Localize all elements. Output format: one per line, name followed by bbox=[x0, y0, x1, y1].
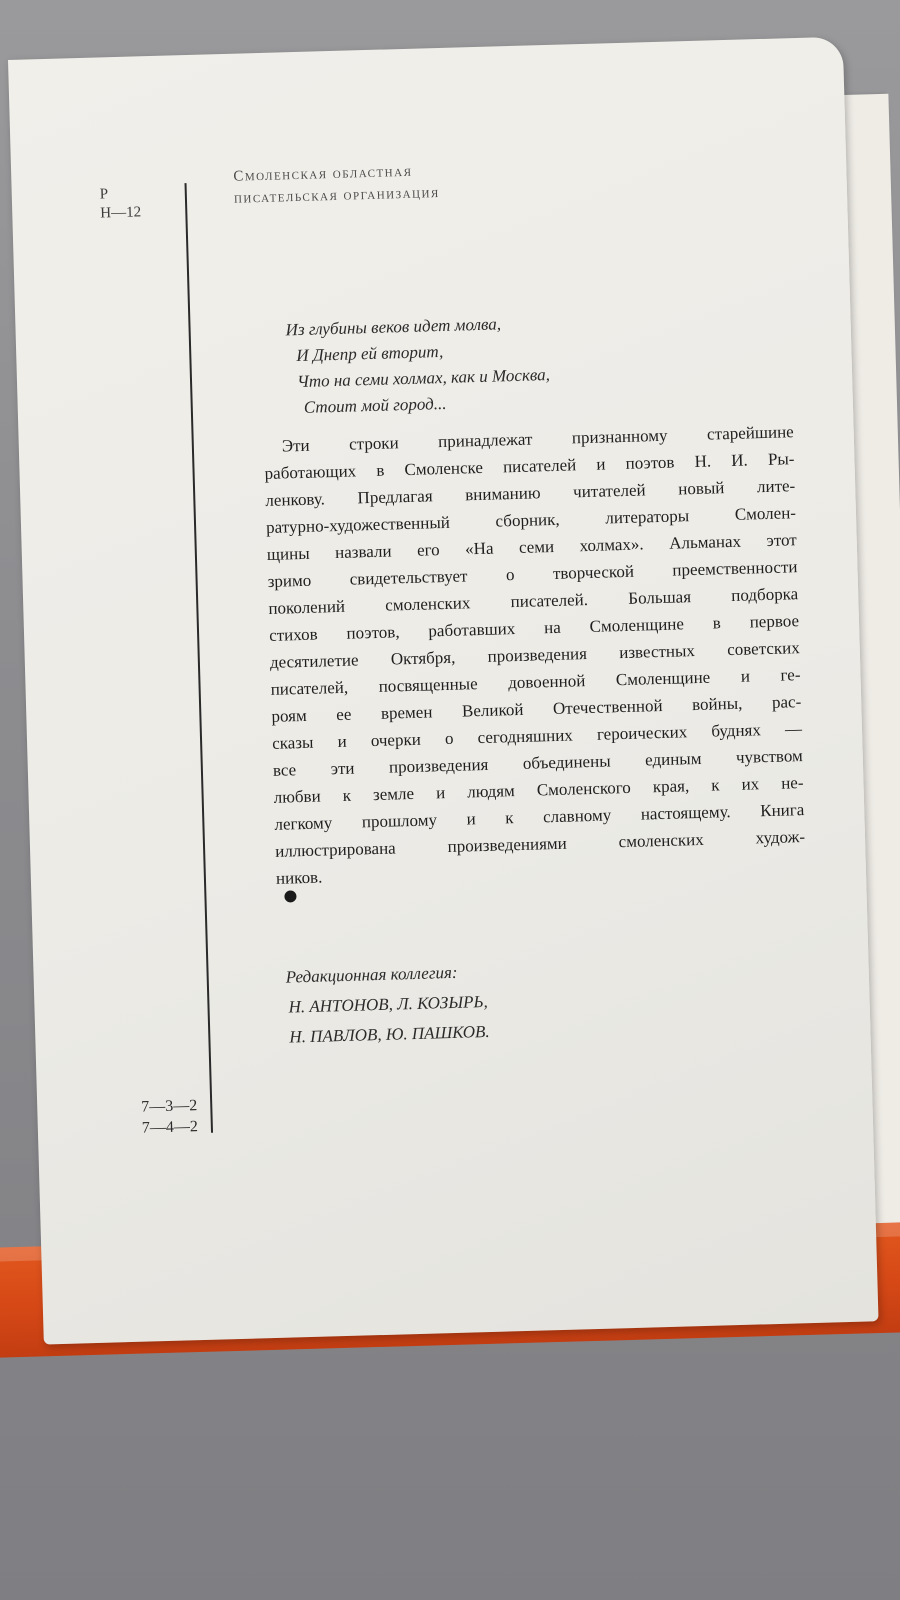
body-line: писателей, посвященные довоенной Смоленщине и ге- bbox=[270, 665, 801, 699]
body-line: сказы и очерки о сегодняшних героических буднях — bbox=[271, 719, 803, 753]
body-line: иллюстрирована произведениями смоленских худож- bbox=[274, 827, 806, 861]
body-line: зримо свидетельствует о творческой преемственности bbox=[267, 557, 798, 591]
body-line: поколений смоленских писателей. Большая подборка bbox=[268, 584, 799, 618]
body-line: ратурно-художественный сборник, литераторы Смолен- bbox=[265, 503, 797, 537]
bullet-dot-icon bbox=[284, 890, 296, 902]
code-top-line-2: Н—12 bbox=[100, 204, 142, 222]
body-line: роям ее времен Великой Отечественной войны, рас- bbox=[271, 692, 802, 726]
editorial-names-line-2: Н. ПАВЛОВ, Ю. ПАШКОВ. bbox=[289, 1021, 490, 1047]
org-line-2: писательская организация bbox=[233, 184, 440, 207]
publisher-header bbox=[233, 160, 440, 210]
code-bottom-line-1: 7—3—2 bbox=[141, 1097, 198, 1116]
poem-line: Стоит мой город... bbox=[303, 393, 447, 417]
poem-line: И Днепр ей вторит, bbox=[296, 341, 444, 366]
editorial-label: Редакционная коллегия: bbox=[285, 962, 458, 987]
poem-line: Что на семи холмах, как и Москва, bbox=[296, 364, 551, 392]
body-line: ленкову. Предлагая вниманию читателей новый лите- bbox=[265, 476, 796, 510]
classification-code bbox=[100, 184, 142, 223]
body-line: стихов поэтов, работавших на Смоленщине в первое bbox=[268, 611, 800, 645]
poem-line: Из глубины веков идет молва, bbox=[285, 314, 502, 340]
margin-rule bbox=[185, 183, 213, 1133]
code-top-line-1: Р bbox=[99, 186, 109, 203]
print-code bbox=[141, 1095, 198, 1139]
body-line: любви к земле и людям Смоленского края, к их не- bbox=[273, 773, 804, 807]
body-line: работающих в Смоленске писателей и поэтов Н. И. Ры- bbox=[264, 449, 795, 483]
book-page bbox=[8, 37, 879, 1345]
editorial-names-line-1: Н. АНТОНОВ, Л. КОЗЫРЬ, bbox=[288, 991, 489, 1017]
epigraph-poem bbox=[285, 310, 551, 421]
org-line-1: Смоленская областная bbox=[233, 163, 413, 185]
body-line: щины назвали его «На семи холмах». Альманах этот bbox=[266, 530, 797, 564]
body-line: Эти строки принадлежат признанному старейшине bbox=[281, 422, 794, 456]
body-line: легкому прошлому и к славному настоящему. Книга bbox=[274, 800, 805, 834]
body-line: все эти произведения объединены единым чувством bbox=[272, 746, 803, 780]
body-line: десятилетие Октября, произведения известных советских bbox=[269, 638, 800, 672]
body-line: ников. bbox=[275, 867, 323, 888]
annotation-paragraph bbox=[264, 418, 807, 892]
editorial-board bbox=[285, 957, 490, 1053]
code-bottom-line-2: 7—4—2 bbox=[141, 1118, 199, 1137]
